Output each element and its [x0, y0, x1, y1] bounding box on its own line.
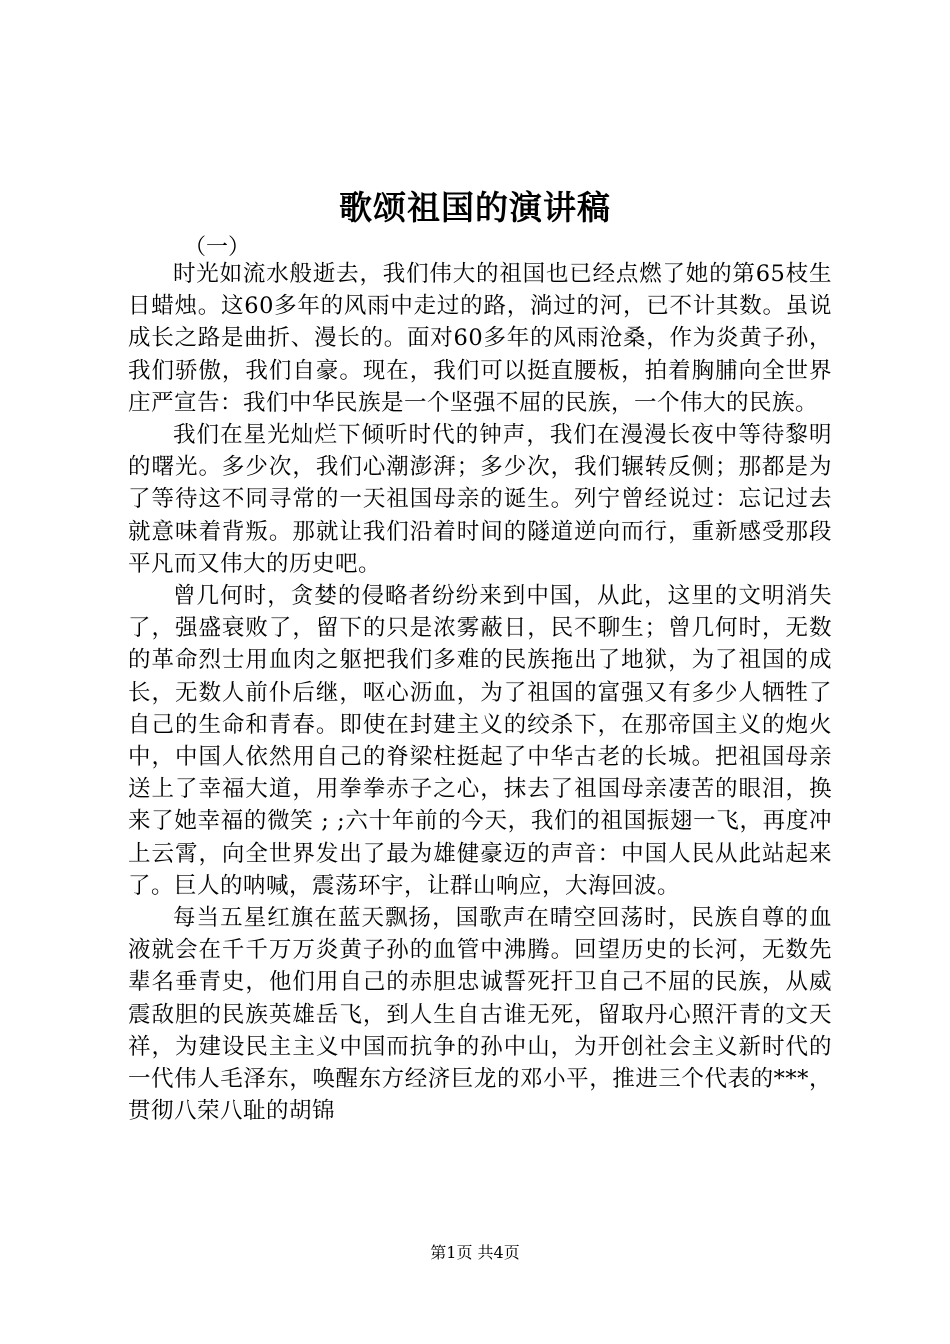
document-body	[128, 258, 832, 1127]
page-footer: 第1页 共4页	[430, 1243, 520, 1262]
paragraph-1: 时光如流水般逝去，我们伟大的祖国也已经点燃了她的第65枝生日蜡烛。这60多年的风雨中走过的路，淌过的河，已不计其数。虽说成长之路是曲折、漫长的。面对60多年的风雨沧桑，作为炎黄子孙，我们骄傲，我们自豪。现在，我们可以挺直腰板，拍着胸脯向全世界庄严宣告：我们中华民族是一个坚强不屈的民族，一个伟大的民族。	[128, 261, 832, 416]
document-title: 歌颂祖国的演讲稿	[339, 188, 611, 227]
section-label: （一）	[184, 235, 251, 260]
paragraph-2: 我们在星光灿烂下倾听时代的钟声，我们在漫漫长夜中等待黎明的曙光。多少次，我们心潮澎湃；多少次，我们辗转反侧；那都是为了等待这不同寻常的一天祖国母亲的诞生。列宁曾经说过：忘记过去就意味着背叛。那就让我们沿着时间的隧道逆向而行，重新感受那段平凡而又伟大的历史吧。	[128, 422, 832, 577]
paragraph-4: 每当五星红旗在蓝天飘扬，国歌声在晴空回荡时，民族自尊的血液就会在千千万万炎黄子孙的血管中沸腾。回望历史的长河，无数先辈名垂青史，他们用自己的赤胆忠诚誓死扞卫自己不屈的民族，从威震敌胆的民族英雄岳飞，到人生自古谁无死，留取丹心照汗青的文天祥，为建设民主主义中国而抗争的孙中山，为开创社会主义新时代的一代伟人毛泽东，唤醒东方经济巨龙的邓小平，推进三个代表的***，贯彻八荣八耻的胡锦	[128, 905, 832, 1125]
paragraph-3: 曾几何时，贪婪的侵略者纷纷来到中国，从此，这里的文明消失了，强盛衰败了，留下的只是浓雾蔽日，民不聊生；曾几何时，无数的革命烈士用血肉之躯把我们多难的民族拖出了地狱，为了祖国的成长，无数人前仆后继，呕心沥血，为了祖国的富强又有多少人牺牲了自己的生命和青春。即使在封建主义的绞杀下，在那帝国主义的炮火中，中国人依然用自己的脊梁柱挺起了中华古老的长城。把祖国母亲送上了幸福大道，用拳拳赤子之心，抹去了祖国母亲凄苦的眼泪，换来了她幸福的微笑 ; ;六十年前的今天，我们的祖国振翅一飞，再度冲上云霄，向全世界发出了最为雄健豪迈的声音：中国人民从此站起来了。巨人的呐喊，震荡环宇，让群山响应，大海回波。	[128, 583, 832, 899]
